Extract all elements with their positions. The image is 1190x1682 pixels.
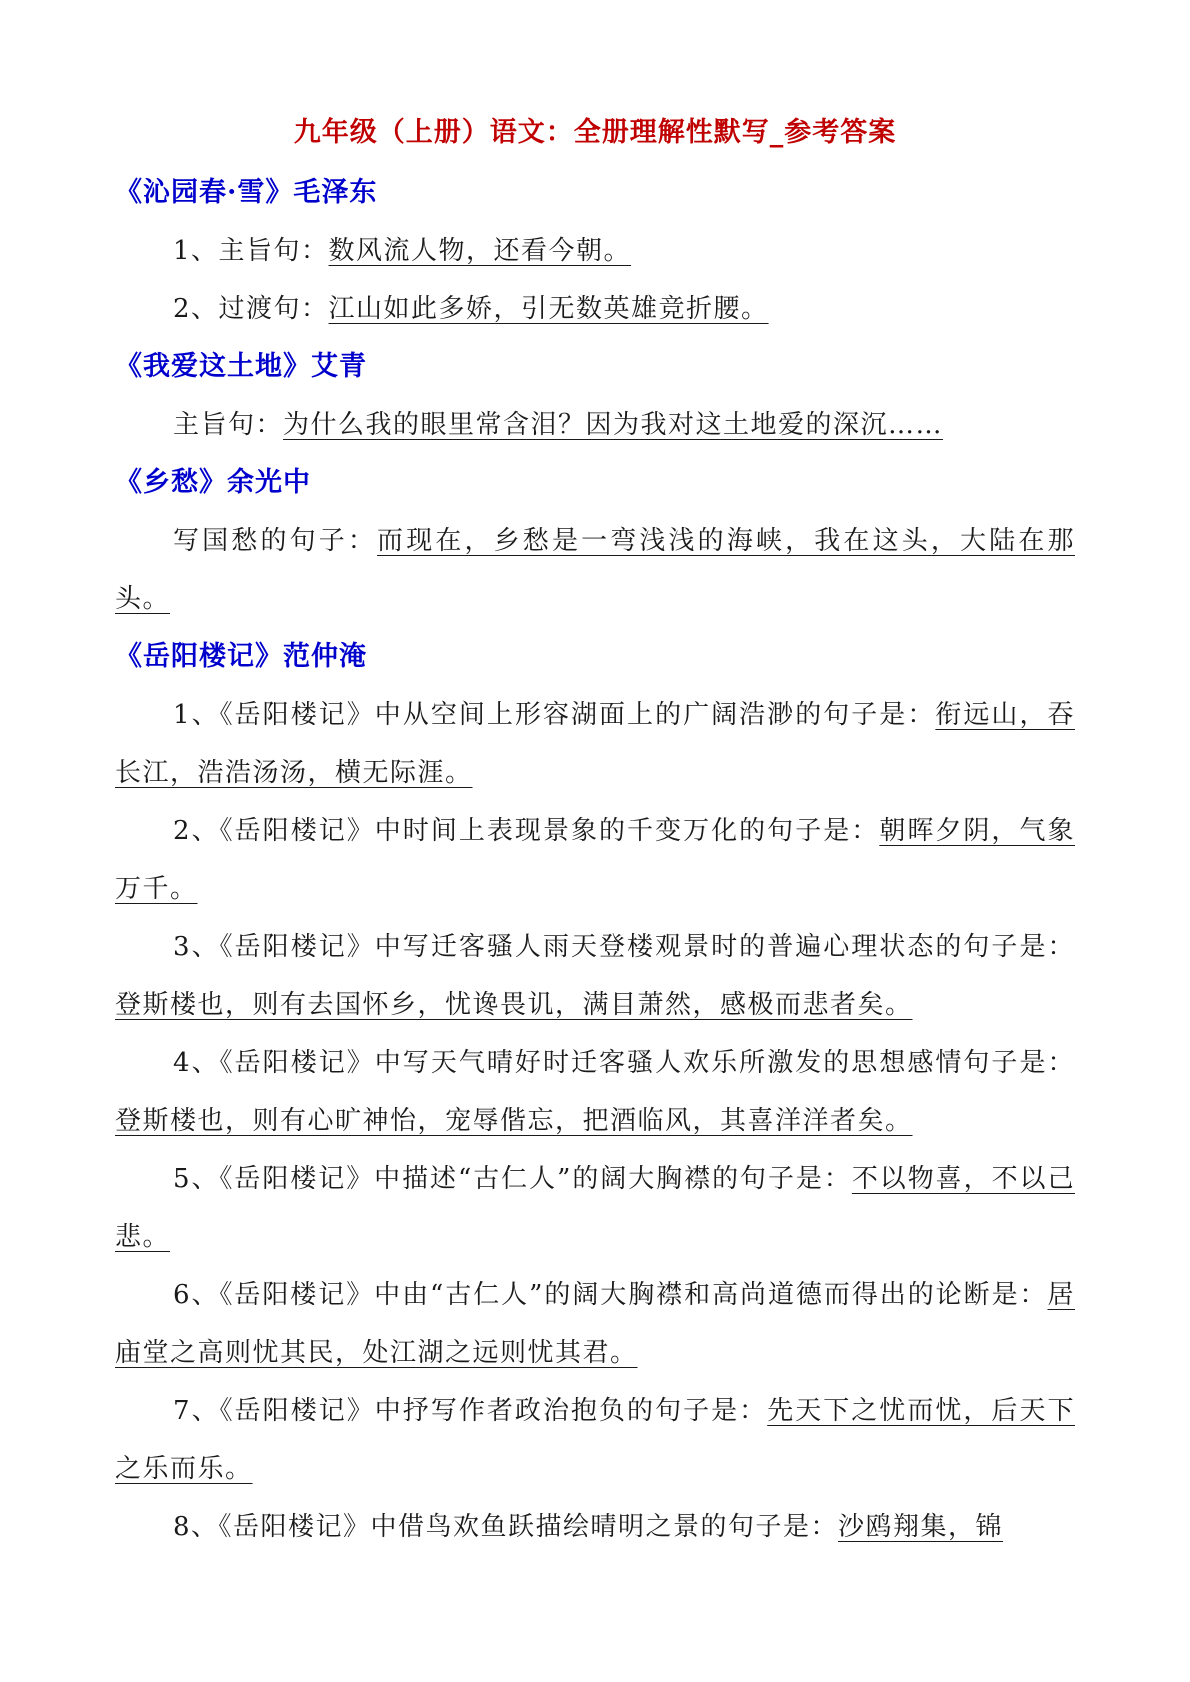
question-prompt: 1、主旨句：: [173, 236, 329, 266]
answer-text: 居庙堂之高则忧其民，处江湖之远则忧其君。: [115, 1280, 1075, 1368]
question-prompt: 1、《岳阳楼记》中从空间上形容湖面上的广阔浩渺的句子是：: [173, 700, 936, 730]
document-title: 九年级（上册）语文：全册理解性默写_参考答案: [293, 117, 897, 148]
question-prompt: 2、《岳阳楼记》中时间上表现景象的千变万化的句子是：: [173, 816, 880, 846]
answer-text: 数风流人物，还看今朝。: [328, 236, 632, 266]
question-item: [115, 280, 1075, 338]
question-prompt: 6、《岳阳楼记》中由“古仁人”的阔大胸襟和高尚道德而得出的论断是：: [173, 1280, 1048, 1310]
document-page: [115, 108, 1075, 1556]
question-item: [115, 512, 1075, 628]
section-heading: 《乡愁》余光中: [115, 467, 311, 498]
question-prompt: 7、《岳阳楼记》中抒写作者政治抱负的句子是：: [173, 1396, 768, 1426]
answer-text: 衔远山，吞长江，浩浩汤汤，横无际涯。: [115, 700, 1075, 788]
question-item: [115, 396, 1075, 454]
question-item: [115, 918, 1075, 1034]
question-prompt: 2、过渡句：: [173, 294, 329, 324]
section-heading: 《沁园春·雪》毛泽东: [115, 177, 378, 208]
answer-text: 不以物喜，不以己悲。: [115, 1164, 1075, 1252]
section-heading: 《岳阳楼记》范仲淹: [115, 641, 367, 672]
question-item: [115, 1498, 1075, 1556]
question-item: [115, 222, 1075, 280]
question-prompt: 写国愁的句子：: [173, 526, 378, 556]
answer-text: 登斯楼也，则有心旷神怡，宠辱偕忘，把酒临风，其喜洋洋者矣。: [115, 1106, 913, 1136]
question-prompt: 4、《岳阳楼记》中写天气晴好时迁客骚人欢乐所激发的思想感情句子是：: [173, 1048, 1075, 1078]
question-item: [115, 1266, 1075, 1382]
question-item: [115, 1150, 1075, 1266]
question-item: [115, 686, 1075, 802]
question-item: [115, 1034, 1075, 1150]
answer-text: 登斯楼也，则有去国怀乡，忧谗畏讥，满目萧然，感极而悲者矣。: [115, 990, 913, 1020]
question-prompt: 主旨句：: [173, 410, 284, 440]
question-prompt: 8、《岳阳楼记》中借鸟欢鱼跃描绘晴明之景的句子是：: [173, 1512, 839, 1542]
section-heading: 《我爱这土地》艾青: [115, 351, 367, 382]
answer-text: 朝晖夕阴，气象万千。: [115, 816, 1075, 904]
question-item: [115, 802, 1075, 918]
answer-text: 为什么我的眼里常含泪？因为我对这土地爱的深沉……: [283, 410, 944, 440]
question-item: [115, 1382, 1075, 1498]
answer-text: 先天下之忧而忧，后天下之乐而乐。: [115, 1396, 1075, 1484]
answer-text: 江山如此多娇，引无数英雄竞折腰。: [328, 294, 769, 324]
answer-text: 而现在，乡愁是一弯浅浅的海峡，我在这头，大陆在那头。: [115, 526, 1075, 614]
question-prompt: 3、《岳阳楼记》中写迁客骚人雨天登楼观景时的普遍心理状态的句子是：: [173, 932, 1075, 962]
answer-text: 沙鸥翔集，锦: [838, 1512, 1004, 1542]
question-prompt: 5、《岳阳楼记》中描述“古仁人”的阔大胸襟的句子是：: [173, 1164, 852, 1194]
